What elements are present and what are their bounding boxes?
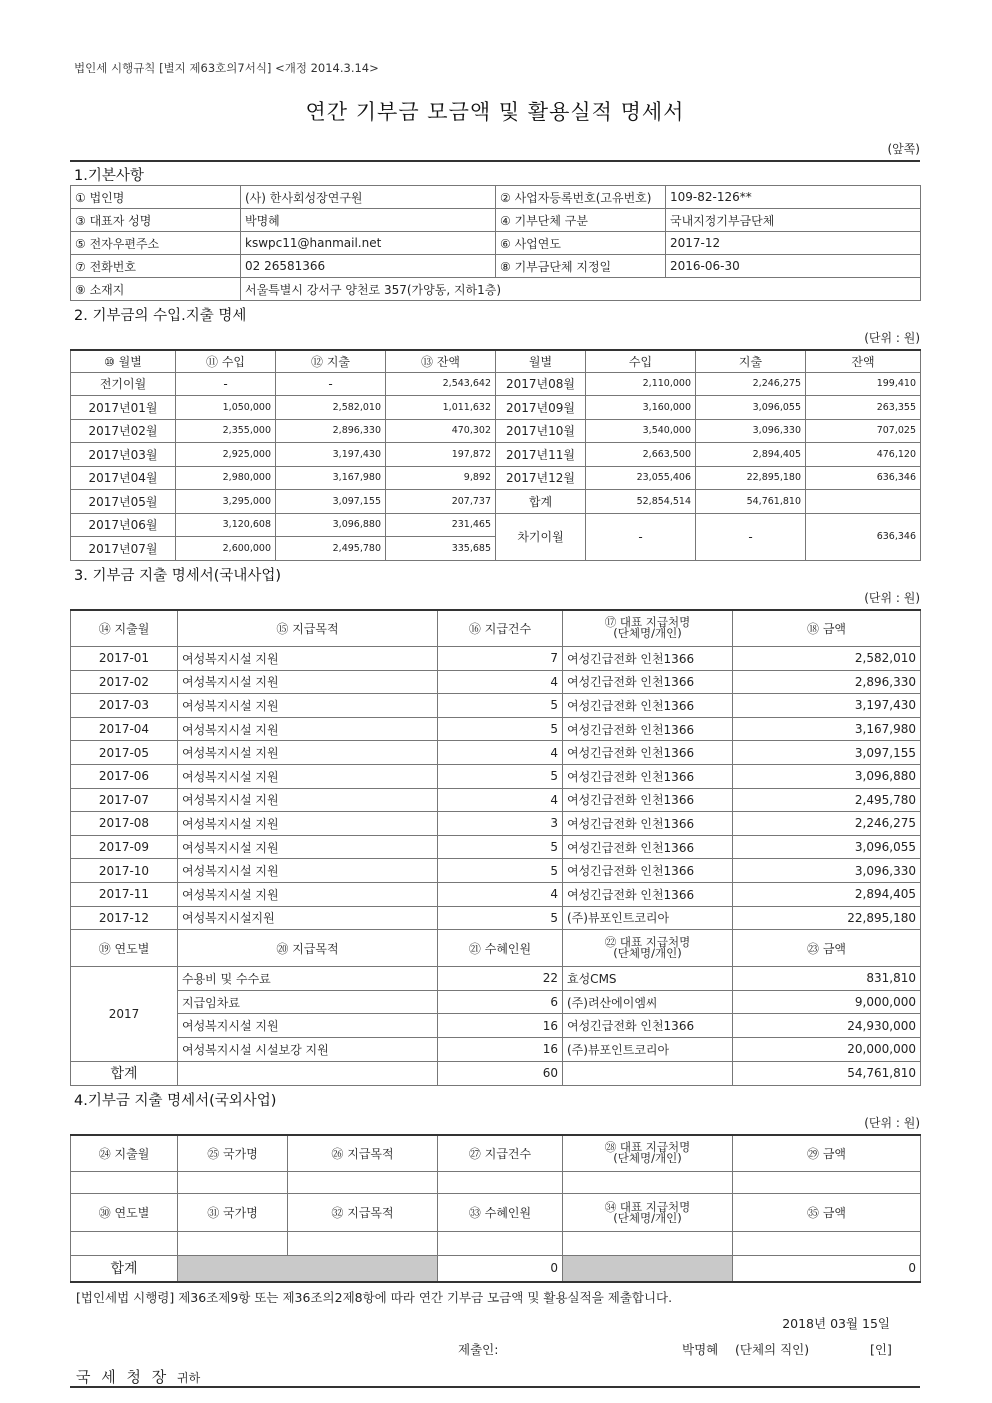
os-total-label: 합계 [71,1256,178,1282]
col-year: ⑲ 연도별 [71,930,178,967]
count-cell: 5 [438,717,563,741]
income-expense-table [70,349,921,561]
count-cell: 5 [438,835,563,859]
info-label: ③ 대표자 성명 [71,209,241,232]
balance-cell: 199,410 [806,372,921,396]
info-label: ② 사업자등록번호(고유번호) [496,186,666,209]
expense-row [71,717,921,741]
balance-cell: 476,120 [806,443,921,467]
purpose-cell: 여성복지시설 지원 [178,1014,438,1038]
col-os-purpose: ㉖ 지급목적 [288,1135,438,1172]
month-cell: 2017-12 [71,906,178,930]
amount-cell: 2,246,275 [733,812,921,836]
income-cell: 1,050,000 [176,396,276,420]
purpose-cell: 여성복지시설 지원 [178,812,438,836]
expense-row [71,647,921,671]
os-empty-row [71,1172,921,1194]
form-page [70,60,920,1387]
count-cell: 4 [438,741,563,765]
income-cell: 2,663,500 [586,443,696,467]
beneficiary-cell: 16 [438,1037,563,1061]
month-cell: 2017-11 [71,882,178,906]
month-cell: 2017-07 [71,788,178,812]
yearly-row [71,990,921,1014]
carry-income-cell: - [586,513,696,560]
carry-balance-cell: 636,346 [806,513,921,560]
amount-cell: 9,000,000 [733,990,921,1014]
receiver [70,1366,920,1387]
recipient-cell: 여성긴급전화 인천1366 [563,717,733,741]
expense-row [71,906,921,930]
info-label: ④ 기부단체 구분 [496,209,666,232]
col-os-month: ㉔ 지출월 [71,1135,178,1172]
legal-note: [법인세법 시행령] 제36조제9항 또는 제36조의2제8항에 따라 연간 기부금 모금액 및 활용실적을 제출합니다. [76,1289,673,1305]
purpose-cell: 수용비 및 수수료 [178,967,438,991]
address-label: ⑨ 소재지 [71,278,241,301]
amount-cell: 3,167,980 [733,717,921,741]
info-value: (사) 한사회성장연구원 [241,186,496,209]
expense-row [71,812,921,836]
month-cell: 2017년01월 [71,396,176,420]
col-os-count: ㉗ 지급건수 [438,1135,563,1172]
recipient-cell: 여성긴급전화 인천1366 [563,1014,733,1038]
column-header: 수입 [586,350,696,372]
monthly-row [71,443,921,467]
expense-cell: 3,197,430 [276,443,386,467]
purpose-cell: 여성복지시설 지원 [178,764,438,788]
info-label: ⑧ 기부금단체 지정일 [496,255,666,278]
purpose-cell: 여성복지시설 지원 [178,788,438,812]
expense-row [71,835,921,859]
info-value: 박명혜 [241,209,496,232]
col-count: ⑯ 지급건수 [438,610,563,647]
income-cell: 3,160,000 [586,396,696,420]
front-side-label: (앞쪽) [887,142,920,156]
month-cell: 2017-06 [71,764,178,788]
expense-cell: 3,167,980 [276,466,386,490]
income-cell: - [176,372,276,396]
purpose-cell: 여성복지시설 지원 [178,835,438,859]
income-cell: 2,600,000 [176,537,276,561]
month-cell: 2017-01 [71,647,178,671]
recipient-cell: 여성긴급전화 인천1366 [563,647,733,671]
total-count: 60 [438,1061,563,1085]
total-label: 합계 [71,1061,178,1085]
month-cell: 2017년12월 [496,466,586,490]
expense-row [71,694,921,718]
count-cell: 4 [438,882,563,906]
month-cell: 2017-08 [71,812,178,836]
recipient-cell: 여성긴급전화 인천1366 [563,812,733,836]
basic-info-row [71,232,921,255]
expense-cell: 54,761,810 [696,490,806,514]
column-header: 잔액 [806,350,921,372]
section-1-title: 1.기본사항 [70,160,920,185]
purpose-cell: 여성복지시설지원 [178,906,438,930]
expense-cell: 3,096,880 [276,513,386,537]
count-cell: 4 [438,670,563,694]
amount-cell: 2,896,330 [733,670,921,694]
income-cell: 2,355,000 [176,419,276,443]
count-cell: 3 [438,812,563,836]
form-reference: 법인세 시행규칙 [별지 제63호의7서식] <개정 2014.3.14> [74,61,379,75]
column-header: ⑬ 잔액 [386,350,496,372]
col-os-amount: ㉙ 금액 [733,1135,921,1172]
recipient-cell: 여성긴급전화 인천1366 [563,741,733,765]
month-cell: 합계 [496,490,586,514]
form-title: 연간 기부금 모금액 및 활용실적 명세서 [305,100,685,124]
col-os-recipient-2: ㉞ 대표 지급처명 (단체명/개인) [563,1194,733,1232]
expense-cell: 2,582,010 [276,396,386,420]
info-value: 2017-12 [666,232,921,255]
section-4-unit: (단위 : 원) [864,1115,920,1130]
count-cell: 5 [438,764,563,788]
amount-cell: 24,930,000 [733,1014,921,1038]
info-label: ① 법인명 [71,186,241,209]
carry-month-cell: 차기이월 [496,513,586,560]
column-header: ⑩ 월별 [71,350,176,372]
monthly-row [71,396,921,420]
purpose-cell: 여성복지시설 지원 [178,882,438,906]
info-label: ⑥ 사업연도 [496,232,666,255]
expense-cell: 2,246,275 [696,372,806,396]
basic-info-table [70,185,921,301]
purpose-cell: 여성복지시설 지원 [178,670,438,694]
col-os-recipient: ㉘ 대표 지급처명 (단체명/개인) [563,1135,733,1172]
month-cell: 2017년05월 [71,490,176,514]
balance-cell: 231,465 [386,513,496,537]
amount-cell: 20,000,000 [733,1037,921,1061]
submitter-name: 박명혜 [682,1341,719,1357]
expense-cell: 22,895,180 [696,466,806,490]
address-value: 서울특별시 강서구 양천로 357(가양동, 지하1층) [241,278,921,301]
month-cell: 2017년07월 [71,537,176,561]
yearly-row [71,1014,921,1038]
total-amount: 54,761,810 [733,1061,921,1085]
expense-cell: 2,894,405 [696,443,806,467]
recipient-cell: (주)려산에이엠씨 [563,990,733,1014]
balance-cell: 1,011,632 [386,396,496,420]
month-cell: 2017년11월 [496,443,586,467]
monthly-row [71,466,921,490]
info-value: kswpc11@hanmail.net [241,232,496,255]
balance-cell: 2,543,642 [386,372,496,396]
beneficiary-cell: 16 [438,1014,563,1038]
balance-cell: 207,737 [386,490,496,514]
carry-expense-cell: - [696,513,806,560]
basic-info-row [71,209,921,232]
recipient-cell: (주)뷰포인트코리아 [563,906,733,930]
beneficiary-cell: 6 [438,990,563,1014]
month-cell: 2017년04월 [71,466,176,490]
col-amount-2: ㉓ 금액 [733,930,921,967]
os-total-amount: 0 [733,1256,921,1282]
receiver-suffix: 귀하 [177,1370,201,1385]
balance-cell: 470,302 [386,419,496,443]
month-cell: 2017-10 [71,859,178,883]
recipient-cell: 여성긴급전화 인천1366 [563,694,733,718]
recipient-cell: 여성긴급전화 인천1366 [563,882,733,906]
section-3-title: 3. 기부금 지출 명세서(국내사업) [74,567,282,584]
basic-info-row [71,255,921,278]
col-expense-month: ⑭ 지출월 [71,610,178,647]
expense-row [71,764,921,788]
month-cell: 전기이월 [71,372,176,396]
month-cell: 2017-09 [71,835,178,859]
income-cell: 23,055,406 [586,466,696,490]
section-4-title: 4.기부금 지출 명세서(국외사업) [74,1092,277,1109]
col-os-beneficiaries: ㉝ 수혜인원 [438,1194,563,1232]
column-header: ⑪ 수입 [176,350,276,372]
beneficiary-cell: 22 [438,967,563,991]
income-cell: 3,120,608 [176,513,276,537]
income-cell: 2,925,000 [176,443,276,467]
purpose-cell: 지급임차료 [178,990,438,1014]
balance-cell: 197,872 [386,443,496,467]
month-cell: 2017-04 [71,717,178,741]
amount-cell: 2,582,010 [733,647,921,671]
count-cell: 4 [438,788,563,812]
section-2-unit: (단위 : 원) [864,331,920,345]
month-cell: 2017년02월 [71,419,176,443]
month-cell: 2017-02 [71,670,178,694]
col-os-country-2: ㉛ 국가명 [178,1194,288,1232]
month-cell: 2017-03 [71,694,178,718]
balance-cell: 263,355 [806,396,921,420]
col-os-year: ㉚ 연도별 [71,1194,178,1232]
purpose-cell: 여성복지시설 지원 [178,647,438,671]
os-empty-row-2 [71,1232,921,1256]
income-cell: 3,295,000 [176,490,276,514]
purpose-cell: 여성복지시설 지원 [178,741,438,765]
recipient-cell: 여성긴급전화 인천1366 [563,764,733,788]
income-cell: 3,540,000 [586,419,696,443]
receiver-name: 국 세 청 장 [76,1367,170,1386]
expense-cell: 3,096,330 [696,419,806,443]
col-beneficiaries: ㉑ 수혜인원 [438,930,563,967]
purpose-cell: 여성복지시설 지원 [178,717,438,741]
amount-cell: 22,895,180 [733,906,921,930]
recipient-cell: 여성긴급전화 인천1366 [563,859,733,883]
column-header: ⑫ 지출 [276,350,386,372]
section-3-unit: (단위 : 원) [864,590,920,605]
expense-cell: 2,896,330 [276,419,386,443]
submitter-role: (단체의 직인) [735,1341,810,1357]
amount-cell: 3,096,880 [733,764,921,788]
amount-cell: 3,097,155 [733,741,921,765]
expense-cell: - [276,372,386,396]
recipient-cell: (주)뷰포인트코리아 [563,1037,733,1061]
amount-cell: 2,894,405 [733,882,921,906]
recipient-cell: 여성긴급전화 인천1366 [563,835,733,859]
month-cell: 2017년08월 [496,372,586,396]
col-recipient: ⑰ 대표 지급처명 (단체명/개인) [563,610,733,647]
amount-cell: 3,096,055 [733,835,921,859]
col-purpose-2: ⑳ 지급목적 [178,930,438,967]
seal-mark: [인] [870,1341,892,1357]
col-purpose: ⑮ 지급목적 [178,610,438,647]
month-cell: 2017년06월 [71,513,176,537]
balance-cell: 636,346 [806,466,921,490]
info-value: 국내지정기부금단체 [666,209,921,232]
count-cell: 7 [438,647,563,671]
income-cell: 2,980,000 [176,466,276,490]
col-recipient-2: ㉒ 대표 지급처명 (단체명/개인) [563,930,733,967]
expense-row [71,741,921,765]
purpose-cell: 여성복지시설 지원 [178,694,438,718]
recipient-cell: 여성긴급전화 인천1366 [563,788,733,812]
expense-row [71,882,921,906]
income-cell: 52,854,514 [586,490,696,514]
info-value: 2016-06-30 [666,255,921,278]
purpose-cell: 여성복지시설 시설보강 지원 [178,1037,438,1061]
info-label: ⑦ 전화번호 [71,255,241,278]
amount-cell: 3,197,430 [733,694,921,718]
monthly-row [71,419,921,443]
basic-info-row [71,186,921,209]
expense-cell: 2,495,780 [276,537,386,561]
submitter-label: 제출인: [458,1341,499,1357]
info-value: 109-82-126** [666,186,921,209]
purpose-cell: 여성복지시설 지원 [178,859,438,883]
info-value: 02 26581366 [241,255,496,278]
os-total-count: 0 [438,1256,563,1282]
overseas-expense-table [70,1134,921,1283]
income-cell: 2,110,000 [586,372,696,396]
domestic-expense-table [70,609,921,1086]
yearly-row [71,1037,921,1061]
submitter-line [70,1332,920,1360]
month-cell: 2017-05 [71,741,178,765]
expense-row [71,859,921,883]
balance-cell: 335,685 [386,537,496,561]
section-2-title: 2. 기부금의 수입.지출 명세 [74,308,247,324]
monthly-row [71,490,921,514]
info-label: ⑤ 전자우편주소 [71,232,241,255]
month-cell: 2017년03월 [71,443,176,467]
column-header: 월별 [496,350,586,372]
expense-cell: 3,097,155 [276,490,386,514]
expense-row [71,670,921,694]
expense-cell: 3,096,055 [696,396,806,420]
monthly-row [71,372,921,396]
year-cell: 2017 [71,967,178,1061]
col-amount: ⑱ 금액 [733,610,921,647]
monthly-row [71,513,921,537]
yearly-row [71,967,921,991]
expense-row [71,788,921,812]
recipient-cell: 효성CMS [563,967,733,991]
amount-cell: 831,810 [733,967,921,991]
amount-cell: 2,495,780 [733,788,921,812]
month-cell: 2017년10월 [496,419,586,443]
col-os-amount-2: ㉟ 금액 [733,1194,921,1232]
count-cell: 5 [438,906,563,930]
count-cell: 5 [438,694,563,718]
col-os-country: ㉕ 국가명 [178,1135,288,1172]
col-os-purpose-2: ㉜ 지급목적 [288,1194,438,1232]
column-header: 지출 [696,350,806,372]
bottom-rule [70,1386,920,1388]
balance-cell: 9,892 [386,466,496,490]
month-cell: 2017년09월 [496,396,586,420]
amount-cell: 3,096,330 [733,859,921,883]
recipient-cell: 여성긴급전화 인천1366 [563,670,733,694]
balance-cell [806,490,921,514]
submit-date: 2018년 03월 15일 [782,1315,890,1331]
balance-cell: 707,025 [806,419,921,443]
count-cell: 5 [438,859,563,883]
